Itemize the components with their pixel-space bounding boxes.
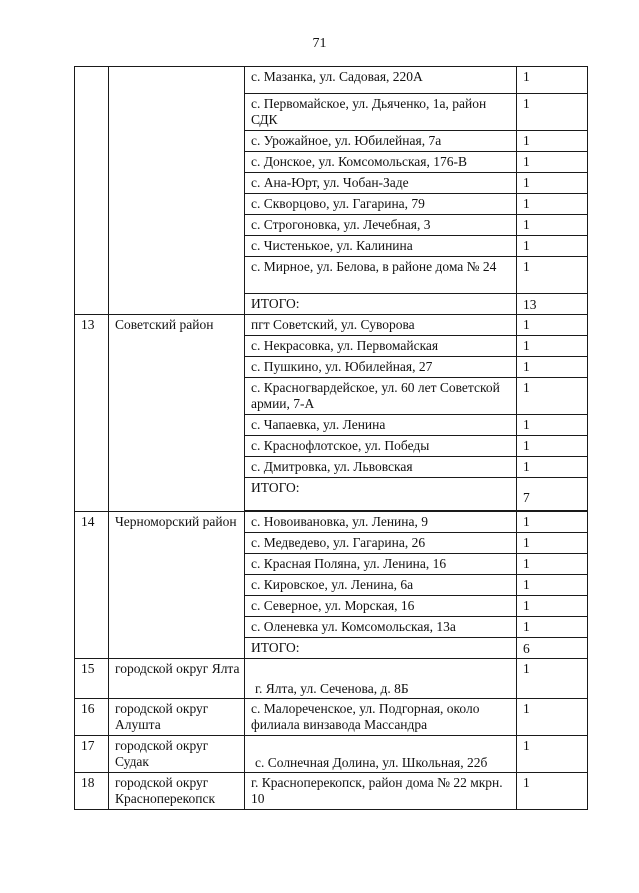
district-cell bbox=[109, 67, 245, 315]
address-cell: с. Чапаевка, ул. Ленина bbox=[245, 415, 517, 436]
district-cell: Советский район bbox=[109, 315, 245, 512]
quantity-cell: 1 bbox=[517, 378, 588, 415]
address-cell: с. Некрасовка, ул. Первомайская bbox=[245, 336, 517, 357]
quantity-cell: 1 bbox=[517, 659, 588, 699]
quantity-cell: 1 bbox=[517, 457, 588, 478]
address-cell: с. Урожайное, ул. Юбилейная, 7а bbox=[245, 131, 517, 152]
address-cell: г. Красноперекопск, район дома № 22 мкрн. 10 bbox=[245, 773, 517, 810]
distribution-table bbox=[74, 66, 588, 810]
address-cell: с. Мирное, ул. Белова, в районе дома № 24 bbox=[245, 257, 517, 294]
row-number-cell: 18 bbox=[75, 773, 109, 810]
row-number-cell: 15 bbox=[75, 659, 109, 699]
address-cell: с. Малореченское, ул. Подгорная, около филиала винзавода Массандра bbox=[245, 699, 517, 736]
quantity-cell: 1 bbox=[517, 257, 588, 294]
quantity-cell: 1 bbox=[517, 554, 588, 575]
address-cell: с. Красная Поляна, ул. Ленина, 16 bbox=[245, 554, 517, 575]
quantity-cell: 1 bbox=[517, 315, 588, 336]
address-cell: с. Дмитровка, ул. Львовская bbox=[245, 457, 517, 478]
district-cell: городской округ Ялта bbox=[109, 659, 245, 699]
address-cell: пгт Советский, ул. Суворова bbox=[245, 315, 517, 336]
quantity-cell: 1 bbox=[517, 512, 588, 533]
address-cell: с. Ана-Юрт, ул. Чобан-Заде bbox=[245, 173, 517, 194]
quantity-cell: 1 bbox=[517, 94, 588, 131]
page-number: 71 bbox=[312, 36, 327, 51]
table-row bbox=[75, 512, 588, 533]
address-cell: с. Красногвардейское, ул. 60 лет Советской армии, 7-А bbox=[245, 378, 517, 415]
district-cell: городской округ Судак bbox=[109, 736, 245, 773]
address-cell: г. Ялта, ул. Сеченова, д. 8Б bbox=[245, 659, 517, 699]
address-cell: с. Строгоновка, ул. Лечебная, 3 bbox=[245, 215, 517, 236]
total-quantity: 13 bbox=[517, 294, 588, 315]
row-number-cell: 16 bbox=[75, 699, 109, 736]
total-label: ИТОГО: bbox=[245, 478, 517, 511]
total-label: ИТОГО: bbox=[245, 638, 517, 659]
address-cell: с. Новоивановка, ул. Ленина, 9 bbox=[245, 512, 517, 533]
table-row bbox=[75, 699, 588, 736]
quantity-cell: 1 bbox=[517, 773, 588, 810]
quantity-cell: 1 bbox=[517, 131, 588, 152]
address-cell: с. Мазанка, ул. Садовая, 220А bbox=[245, 67, 517, 94]
total-quantity: 7 bbox=[517, 478, 588, 511]
table-row bbox=[75, 659, 588, 699]
address-cell: с. Скворцово, ул. Гагарина, 79 bbox=[245, 194, 517, 215]
district-cell: городской округ Алушта bbox=[109, 699, 245, 736]
row-number-cell: 14 bbox=[75, 512, 109, 659]
address-cell: с. Северное, ул. Морская, 16 bbox=[245, 596, 517, 617]
table-row bbox=[75, 736, 588, 773]
district-cell: городской округ Красноперекопск bbox=[109, 773, 245, 810]
quantity-cell: 1 bbox=[517, 533, 588, 554]
quantity-cell: 1 bbox=[517, 736, 588, 773]
address-cell: с. Медведево, ул. Гагарина, 26 bbox=[245, 533, 517, 554]
quantity-cell: 1 bbox=[517, 699, 588, 736]
table-row bbox=[75, 315, 588, 336]
row-number-cell: 13 bbox=[75, 315, 109, 512]
quantity-cell: 1 bbox=[517, 194, 588, 215]
quantity-cell: 1 bbox=[517, 436, 588, 457]
quantity-cell: 1 bbox=[517, 357, 588, 378]
total-quantity: 6 bbox=[517, 638, 588, 659]
table-row bbox=[75, 773, 588, 810]
quantity-cell: 1 bbox=[517, 67, 588, 94]
address-cell: с. Первомайское, ул. Дьяченко, 1а, район СДК bbox=[245, 94, 517, 131]
address-cell: с. Краснофлотское, ул. Победы bbox=[245, 436, 517, 457]
address-cell: с. Солнечная Долина, ул. Школьная, 22б bbox=[245, 736, 517, 773]
quantity-cell: 1 bbox=[517, 596, 588, 617]
address-cell: с. Пушкино, ул. Юбилейная, 27 bbox=[245, 357, 517, 378]
quantity-cell: 1 bbox=[517, 152, 588, 173]
quantity-cell: 1 bbox=[517, 617, 588, 638]
row-number-cell bbox=[75, 67, 109, 315]
address-cell: с. Оленевка ул. Комсомольская, 13а bbox=[245, 617, 517, 638]
district-cell: Черноморский район bbox=[109, 512, 245, 659]
address-cell: с. Чистенькое, ул. Калинина bbox=[245, 236, 517, 257]
quantity-cell: 1 bbox=[517, 215, 588, 236]
quantity-cell: 1 bbox=[517, 415, 588, 436]
table-row bbox=[75, 67, 588, 94]
address-cell: с. Кировское, ул. Ленина, 6а bbox=[245, 575, 517, 596]
quantity-cell: 1 bbox=[517, 236, 588, 257]
quantity-cell: 1 bbox=[517, 173, 588, 194]
quantity-cell: 1 bbox=[517, 336, 588, 357]
total-label: ИТОГО: bbox=[245, 294, 517, 315]
row-number-cell: 17 bbox=[75, 736, 109, 773]
quantity-cell: 1 bbox=[517, 575, 588, 596]
address-cell: с. Донское, ул. Комсомольская, 176-В bbox=[245, 152, 517, 173]
